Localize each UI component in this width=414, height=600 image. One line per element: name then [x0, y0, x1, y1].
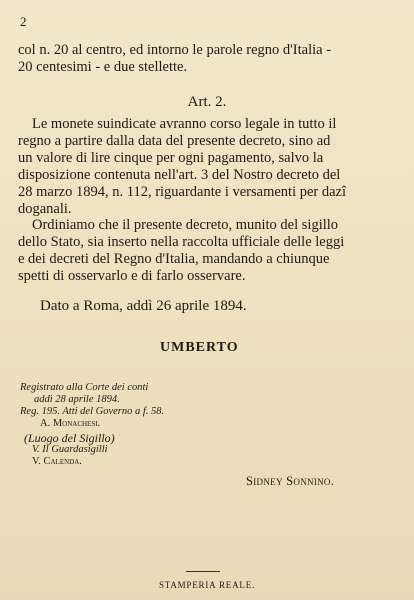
paragraph-line: 28 marzo 1894, n. 112, riguardante i versamenti per dazî	[18, 184, 347, 200]
paragraph-line: doganali.	[18, 201, 72, 217]
paragraph-line: un valore di lire cinque per ogni pagamento, salvo la	[18, 150, 324, 166]
registry-line: V. Il Guardasigilli	[32, 444, 108, 455]
paragraph-line: disposizione contenuta nell'art. 3 del Nostro decreto del	[18, 167, 341, 183]
order-paragraph	[18, 217, 376, 285]
continuation-paragraph	[18, 42, 376, 76]
page-number: 2	[20, 14, 27, 29]
paragraph-line: spetti di osservarlo e di farlo osservare.	[18, 268, 246, 284]
printer-imprint: STAMPERIA REALE.	[158, 580, 256, 590]
registry-line: Registrato alla Corte dei conti	[20, 382, 149, 393]
paragraph-line: dello Stato, sia inserto nella raccolta ufficiale delle leggi	[18, 234, 345, 250]
paragraph-line: e dei decreti del Regno d'Italia, mandando a chiunque	[18, 251, 330, 267]
divider	[186, 571, 220, 572]
paragraph-line: regno a partire dalla data del presente decreto, sino ad	[18, 133, 331, 149]
minister-signature: Sidney Sonnino.	[246, 474, 335, 488]
paragraph-line: col n. 20 al centro, ed intorno le parole regno d'Italia -	[18, 42, 332, 58]
paragraph-line: 20 centesimi - e due stellette.	[18, 59, 188, 75]
paragraph-line: Ordiniamo che il presente decreto, munito del sigillo	[32, 217, 339, 233]
article-paragraph	[18, 116, 376, 218]
registry-line: addì 28 aprile 1894.	[34, 394, 120, 405]
registry-signatory: V. Calenda.	[32, 456, 82, 467]
date-line: Dato a Roma, addì 26 aprile 1894.	[40, 298, 247, 314]
paragraph-line: Le monete suindicate avranno corso legale in tutto il	[32, 116, 337, 132]
registry-block	[20, 382, 200, 468]
king-signature: UMBERTO	[160, 340, 239, 355]
registry-signatory: A. Monachesi.	[40, 418, 101, 429]
registry-line: Reg. 195. Atti del Governo a f. 58.	[20, 406, 165, 417]
seal-place: (Luogo del Sigillo)	[24, 431, 115, 445]
article-heading: Art. 2.	[187, 94, 227, 110]
